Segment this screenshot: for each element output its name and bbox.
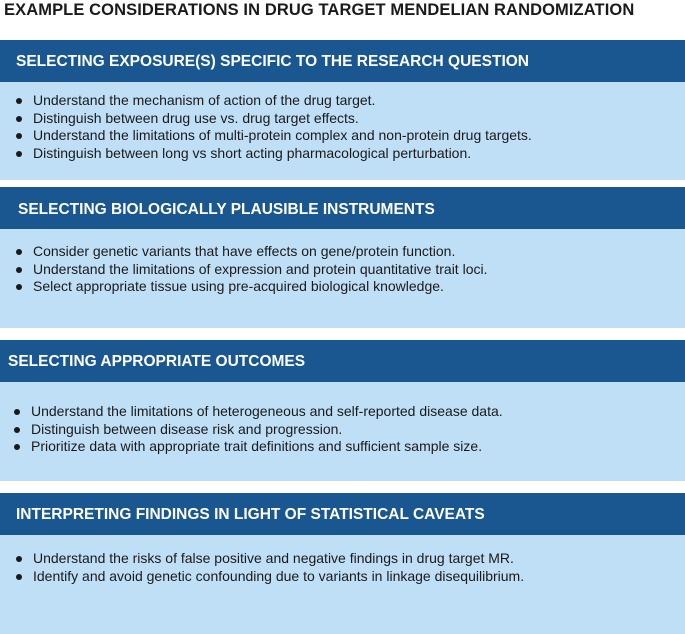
bullet-icon — [16, 249, 22, 255]
page-title: EXAMPLE CONSIDERATIONS IN DRUG TARGET MENDELIAN RANDOMIZATION — [4, 1, 635, 19]
bullet-icon — [14, 409, 20, 415]
panel-outcomes — [0, 340, 685, 481]
list-item: Understand the risks of false positive and negative findings in drug target MR. — [33, 550, 524, 568]
panel-body — [0, 229, 685, 328]
bullet-icon — [16, 151, 22, 157]
panel-header — [0, 187, 685, 229]
panel-heading: INTERPRETING FINDINGS IN LIGHT OF STATISTICAL CAVEATS — [16, 506, 485, 523]
panel-body — [0, 535, 685, 634]
list-item: Identify and avoid genetic confounding due to variants in linkage disequilibrium. — [33, 568, 524, 586]
panel-body — [0, 82, 685, 180]
list-item: Prioritize data with appropriate trait definitions and sufficient sample size. — [31, 438, 503, 456]
panel-heading: SELECTING EXPOSURE(S) SPECIFIC TO THE RESEARCH QUESTION — [16, 53, 529, 70]
panel-exposure — [0, 40, 685, 180]
list-item: Understand the limitations of heterogeneous and self-reported disease data. — [31, 403, 503, 421]
bullet-icon — [14, 444, 20, 450]
bullet-icon — [16, 98, 22, 104]
bullet-icon — [14, 427, 20, 433]
list-item: Understand the limitations of expression and protein quantitative trait loci. — [33, 261, 487, 279]
panel-header — [0, 340, 685, 382]
list-item: Understand the limitations of multi-protein complex and non-protein drug targets. — [33, 127, 532, 145]
panel-heading: SELECTING BIOLOGICALLY PLAUSIBLE INSTRUMENTS — [18, 201, 435, 218]
list-item: Distinguish between disease risk and progression. — [31, 421, 503, 439]
list-item: Understand the mechanism of action of the drug target. — [33, 92, 532, 110]
bullet-icon — [16, 284, 22, 290]
list-item: Distinguish between drug use vs. drug target effects. — [33, 110, 532, 128]
list-item: Distinguish between long vs short acting pharmacological perturbation. — [33, 145, 532, 163]
panel-body — [0, 382, 685, 481]
panel-statistical-caveats — [0, 493, 685, 634]
bullet-icon — [16, 574, 22, 580]
list-item: Consider genetic variants that have effects on gene/protein function. — [33, 243, 487, 261]
list-item: Select appropriate tissue using pre-acquired biological knowledge. — [33, 278, 487, 296]
bullet-icon — [16, 133, 22, 139]
panel-header — [0, 493, 685, 535]
bullet-icon — [16, 116, 22, 122]
bullet-icon — [16, 556, 22, 562]
panel-header — [0, 40, 685, 82]
panel-instruments — [0, 187, 685, 328]
panel-heading: SELECTING APPROPRIATE OUTCOMES — [8, 353, 306, 370]
bullet-icon — [16, 267, 22, 273]
